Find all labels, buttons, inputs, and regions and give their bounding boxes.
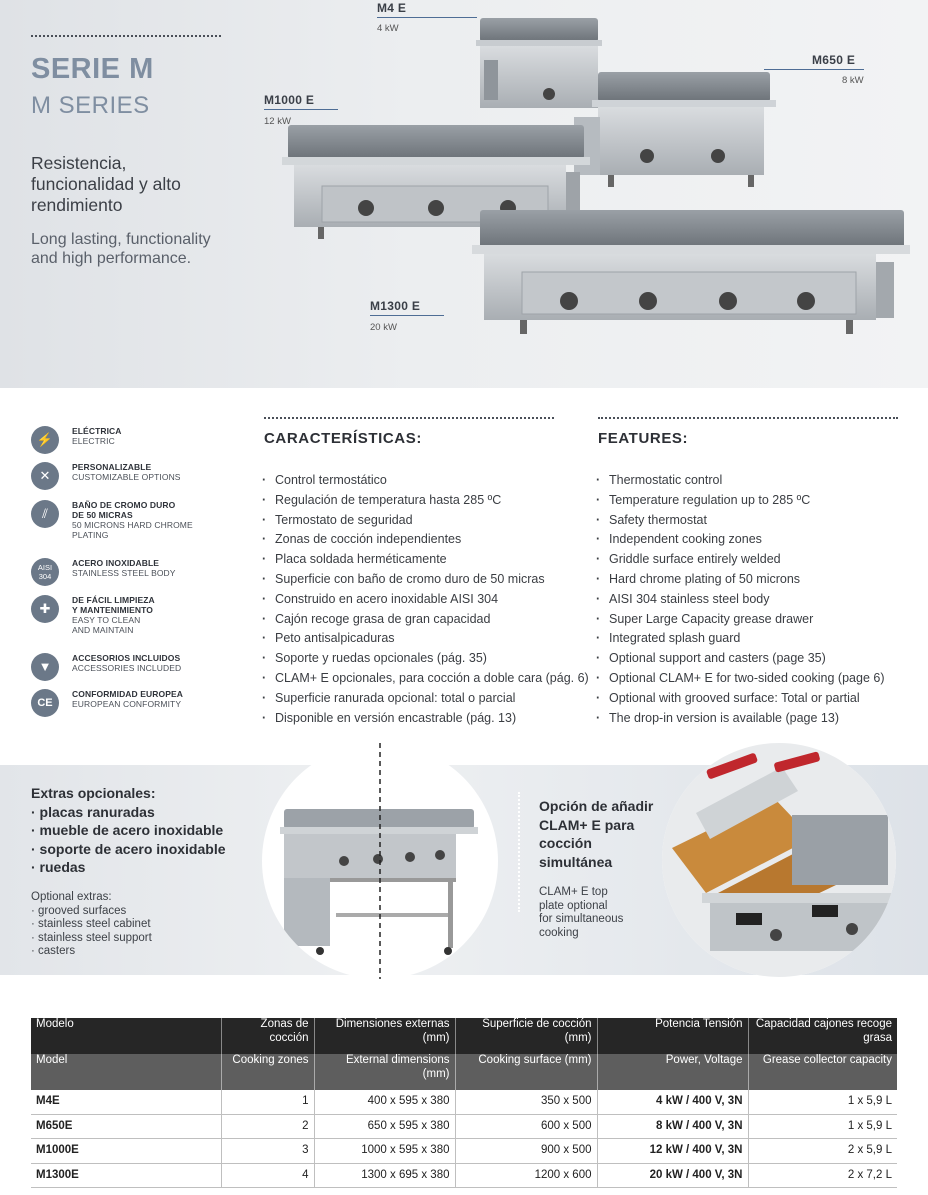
table-cell: 2 bbox=[221, 1114, 314, 1139]
table-cell: 1 x 5,9 L bbox=[748, 1114, 897, 1139]
feature-icon-electric bbox=[31, 426, 241, 462]
list-item: · Cajón recoge grasa de gran capacidad bbox=[262, 610, 589, 630]
caracteristicas-list bbox=[262, 471, 589, 728]
list-item: · Soporte y ruedas opcionales (pág. 35) bbox=[262, 649, 589, 669]
label-line bbox=[764, 69, 864, 70]
icon-title: ELÉCTRICA bbox=[72, 426, 122, 436]
clam-text-line: for simultaneous bbox=[539, 913, 624, 925]
icon-subtitle: CUSTOMIZABLE OPTIONS bbox=[72, 472, 181, 482]
table-row bbox=[31, 1090, 897, 1114]
spatula-icon: ▼ bbox=[31, 653, 59, 681]
header-cell: Cooking zones bbox=[221, 1054, 314, 1090]
table-row bbox=[31, 1114, 897, 1139]
tagline-en: Long lasting, functionality and high performance. bbox=[31, 231, 211, 267]
table-row bbox=[31, 1139, 897, 1164]
list-item: · Termostato de seguridad bbox=[262, 511, 589, 531]
model-cell: M1000E bbox=[31, 1139, 221, 1164]
header-cell: Grease collector capacity bbox=[748, 1054, 897, 1090]
extras-item: · placas ranuradas bbox=[31, 803, 155, 820]
table-header-es bbox=[31, 1018, 897, 1054]
clam-title-line: Opción de añadir bbox=[539, 798, 654, 814]
list-item: · Temperature regulation up to 285 ºC bbox=[596, 491, 885, 511]
table-cell: 8 kW / 400 V, 3N bbox=[597, 1114, 748, 1139]
table-cell: 900 x 500 bbox=[455, 1139, 597, 1164]
griddle-on-cabinet-photo bbox=[262, 743, 498, 979]
extras-item: · ruedas bbox=[31, 859, 86, 875]
extras-heading-es bbox=[31, 784, 226, 877]
icon-subtitle: ACCESSORIES INCLUDED bbox=[72, 663, 182, 673]
feature-icon-cleaning bbox=[31, 595, 241, 645]
icon-title: BAÑO DE CROMO DURO bbox=[72, 500, 176, 510]
series-title: SERIE M bbox=[31, 53, 154, 85]
label-line bbox=[264, 109, 338, 110]
header-cell: Cooking surface (mm) bbox=[455, 1054, 597, 1090]
list-item: · Safety thermostat bbox=[596, 511, 885, 531]
model-label-m4e: M4 E bbox=[377, 1, 407, 15]
extras-item: · casters bbox=[31, 945, 76, 957]
table-cell: 1 bbox=[221, 1090, 314, 1114]
header-cell: Power, Voltage bbox=[597, 1054, 748, 1090]
specifications-table bbox=[31, 1018, 897, 1188]
icon-subtitle: ELECTRIC bbox=[72, 436, 115, 446]
feature-icon-accessories bbox=[31, 653, 241, 689]
table-cell: 1200 x 600 bbox=[455, 1163, 597, 1188]
table-cell: 2 x 7,2 L bbox=[748, 1163, 897, 1188]
cleaning-icon: ✚ bbox=[31, 595, 59, 623]
header-cell: Modelo bbox=[31, 1018, 221, 1054]
list-item: · Optional CLAM+ E for two-sided cooking (page 6) bbox=[596, 669, 885, 689]
feature-icon-stainless bbox=[31, 558, 241, 594]
table-cell: 400 x 595 x 380 bbox=[314, 1090, 455, 1114]
list-item: · Optional support and casters (page 35) bbox=[596, 649, 885, 669]
label-line bbox=[370, 315, 444, 316]
table-cell: 4 bbox=[221, 1163, 314, 1188]
tagline-es: Resistencia, funcionalidad y alto rendimiento bbox=[31, 153, 181, 215]
table-cell: 1 x 5,9 L bbox=[748, 1090, 897, 1114]
table-cell: 650 x 595 x 380 bbox=[314, 1114, 455, 1139]
caracteristicas-heading: CARACTERÍSTICAS: bbox=[264, 430, 422, 447]
list-item: · Regulación de temperatura hasta 285 ºC bbox=[262, 491, 589, 511]
clam-text-en bbox=[539, 886, 649, 940]
header-cell: Potencia Tensión bbox=[597, 1018, 748, 1054]
list-item: · AISI 304 stainless steel body bbox=[596, 590, 885, 610]
header-cell: External dimensions (mm) bbox=[314, 1054, 455, 1090]
clam-text-line: CLAM+ E top bbox=[539, 886, 608, 898]
list-item: · Zonas de cocción independientes bbox=[262, 530, 589, 550]
dotted-divider bbox=[264, 417, 554, 419]
clam-text-line: plate optional bbox=[539, 899, 608, 912]
extras-item: · stainless steel support bbox=[31, 931, 152, 944]
series-subtitle: M SERIES bbox=[31, 92, 150, 119]
table-cell: 4 kW / 400 V, 3N bbox=[597, 1090, 748, 1114]
table-cell: 12 kW / 400 V, 3N bbox=[597, 1139, 748, 1164]
features-heading: FEATURES: bbox=[598, 430, 689, 447]
header-cell: Dimensiones externas (mm) bbox=[314, 1018, 455, 1054]
icon-title: ACCESORIOS INCLUIDOS bbox=[72, 653, 181, 663]
features-list bbox=[596, 471, 885, 728]
list-item: · Integrated splash guard bbox=[596, 629, 885, 649]
header-cell: Superficie de cocción (mm) bbox=[455, 1018, 597, 1054]
table-cell: 600 x 500 bbox=[455, 1114, 597, 1139]
icon-subtitle: 50 MICRONS HARD CHROME bbox=[72, 520, 193, 530]
list-item: · Peto antisalpicaduras bbox=[262, 629, 589, 649]
icon-title: ACERO INOXIDABLE bbox=[72, 558, 160, 568]
extras-item: · grooved surfaces bbox=[31, 904, 127, 917]
extras-item: · stainless steel cabinet bbox=[31, 918, 151, 930]
table-header-en bbox=[31, 1054, 897, 1090]
list-item: · Independent cooking zones bbox=[596, 530, 885, 550]
header-cell: Model bbox=[31, 1054, 221, 1090]
icon-subtitle: EUROPEAN CONFORMITY bbox=[72, 699, 182, 709]
m650e-griddle-image bbox=[574, 72, 776, 187]
list-item: · Thermostatic control bbox=[596, 471, 885, 491]
dotted-divider bbox=[598, 417, 898, 419]
chrome-icon: ⫽ bbox=[31, 500, 59, 528]
icon-title: CONFORMIDAD EUROPEA bbox=[72, 689, 183, 699]
list-item: · Construido en acero inoxidable AISI 304 bbox=[262, 590, 589, 610]
feature-icon-customizable bbox=[31, 462, 241, 498]
list-item: · Super Large Capacity grease drawer bbox=[596, 610, 885, 630]
ce-icon: CE bbox=[31, 689, 59, 717]
clam-title-line: CLAM+ E para bbox=[539, 816, 635, 833]
list-item: · Disponible en versión encastrable (pág. 13) bbox=[262, 709, 589, 729]
icon-title: DE 50 MICRAS bbox=[72, 510, 133, 520]
model-cell: M4E bbox=[31, 1090, 221, 1114]
extras-item: · mueble de acero inoxidable bbox=[31, 822, 224, 838]
label-line bbox=[377, 17, 477, 18]
clam-heading-es bbox=[539, 797, 659, 871]
icon-subtitle: AND MAINTAIN bbox=[72, 625, 134, 635]
dotted-divider bbox=[518, 792, 520, 912]
model-label-m1000e: M1000 E bbox=[264, 93, 315, 107]
extras-item: · soporte de acero inoxidable bbox=[31, 840, 226, 857]
feature-icon-chrome bbox=[31, 500, 241, 550]
m1300e-griddle-image bbox=[472, 210, 910, 334]
extras-list-en bbox=[31, 891, 152, 959]
table-cell: 3 bbox=[221, 1139, 314, 1164]
clam-title-line: simultánea bbox=[539, 853, 613, 870]
extras-title: Extras opcionales: bbox=[31, 785, 156, 801]
list-item: · Control termostático bbox=[262, 471, 589, 491]
model-power-m4e: 4 kW bbox=[377, 23, 399, 34]
hero-section bbox=[0, 0, 928, 388]
list-item: · Griddle surface entirely welded bbox=[596, 550, 885, 570]
list-item: · Optional with grooved surface: Total or partial bbox=[596, 689, 885, 709]
icon-title: Y MANTENIMIENTO bbox=[72, 605, 153, 615]
clam-griddle-photo bbox=[662, 743, 896, 977]
aisi-icon: AISI 304 bbox=[31, 558, 59, 586]
list-item: · The drop-in version is available (page 13) bbox=[596, 709, 885, 729]
model-label-m1300e: M1300 E bbox=[370, 299, 421, 313]
model-power-m650e: 8 kW bbox=[842, 75, 864, 86]
tools-icon: ✕ bbox=[31, 462, 59, 490]
list-item: · Superficie ranurada opcional: total o parcial bbox=[262, 689, 589, 709]
list-item: · Superficie con baño de cromo duro de 50 micras bbox=[262, 570, 589, 590]
icon-subtitle: STAINLESS STEEL BODY bbox=[72, 568, 176, 578]
model-label-m650e: M650 E bbox=[812, 53, 856, 67]
icon-title: PERSONALIZABLE bbox=[72, 462, 152, 472]
model-power-m1000e: 12 kW bbox=[264, 116, 291, 127]
model-power-m1300e: 20 kW bbox=[370, 322, 397, 333]
table-cell: 20 kW / 400 V, 3N bbox=[597, 1163, 748, 1188]
clam-title-line: cocción bbox=[539, 835, 592, 851]
table-row bbox=[31, 1163, 897, 1188]
header-cell: Zonas de cocción bbox=[221, 1018, 314, 1054]
m4e-griddle-image bbox=[476, 18, 602, 108]
table-cell: 2 x 5,9 L bbox=[748, 1139, 897, 1164]
model-cell: M650E bbox=[31, 1114, 221, 1139]
list-item: · CLAM+ E opcionales, para cocción a doble cara (pág. 6) bbox=[262, 669, 589, 689]
table-cell: 350 x 500 bbox=[455, 1090, 597, 1114]
icon-subtitle: EASY TO CLEAN bbox=[72, 615, 141, 625]
icon-title: DE FÁCIL LIMPIEZA bbox=[72, 595, 155, 605]
list-item: · Hard chrome plating of 50 microns bbox=[596, 570, 885, 590]
table-cell: 1300 x 695 x 380 bbox=[314, 1163, 455, 1188]
icon-subtitle: PLATING bbox=[72, 530, 109, 540]
table-cell: 1000 x 595 x 380 bbox=[314, 1139, 455, 1164]
header-cell: Capacidad cajones recoge grasa bbox=[748, 1018, 897, 1054]
lightning-icon: ⚡ bbox=[31, 426, 59, 454]
list-item: · Placa soldada herméticamente bbox=[262, 550, 589, 570]
feature-icon-ce bbox=[31, 689, 241, 725]
model-cell: M1300E bbox=[31, 1163, 221, 1188]
extras-title: Optional extras: bbox=[31, 891, 112, 903]
griddle-products-illustration bbox=[0, 0, 928, 388]
clam-text-line: cooking bbox=[539, 926, 579, 939]
